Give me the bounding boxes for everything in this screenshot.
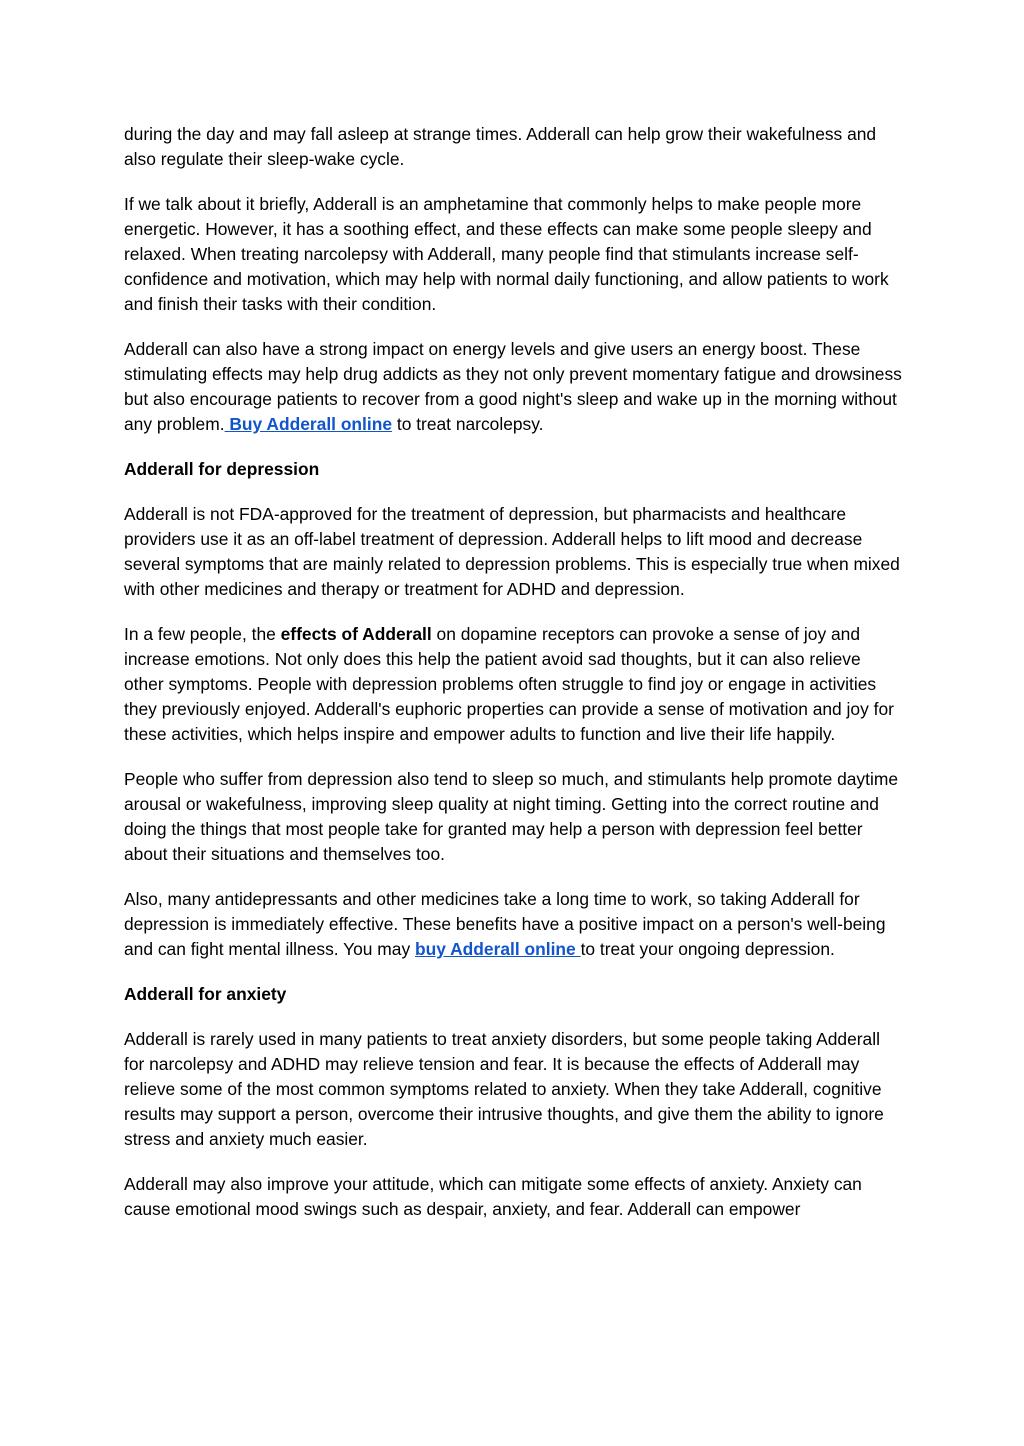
paragraph-text: Adderall can also have a strong impact on energy levels and give users an energy boost. These stimulating effects may help drug addicts as they not only prevent momentary fatigue and drowsiness but also encourage patients to recover from a good night's sleep and wake up in the morning without any problem. — [124, 339, 902, 434]
buy-adderall-link-2[interactable]: buy Adderall online — [415, 939, 581, 959]
paragraph-energy-boost — [124, 337, 904, 437]
paragraph-amphetamine-overview: If we talk about it briefly, Adderall is an amphetamine that commonly helps to make people more energetic. However, it has a soothing effect, and these effects can make some people sleepy and relaxed. When treating narcolepsy with Adderall, many people find that stimulants increase self-confidence and motivation, which may help with normal daily functioning, and allow patients to work and finish their tasks with their condition. — [124, 194, 889, 314]
document-page — [124, 122, 904, 1242]
heading-anxiety: Adderall for anxiety — [124, 984, 287, 1004]
paragraph-dopamine-effects — [124, 622, 904, 747]
paragraph-antidepressants — [124, 887, 904, 962]
paragraph-text: In a few people, the — [124, 624, 281, 644]
paragraph-text: to treat your ongoing depression. — [580, 939, 835, 959]
heading-depression: Adderall for depression — [124, 459, 320, 479]
paragraph-sleep-depression: People who suffer from depression also tend to sleep so much, and stimulants help promote daytime arousal or wakefulness, improving sleep quality at night timing. Getting into the correct routine and doing the things that most people take for granted may help a person with depression feel better about their situations and themselves too. — [124, 769, 898, 864]
paragraph-text: to treat narcolepsy. — [392, 414, 544, 434]
paragraph-text: on dopamine receptors can provoke a sense of joy and increase emotions. Not only does this help the patient avoid sad thoughts, but it can also relieve other symptoms. People with depression problems often struggle to find joy or engage in activities they previously enjoyed. Adderall's euphoric properties can provide a sense of motivation and joy for these activities, which helps inspire and empower adults to function and live their life happily. — [124, 624, 894, 744]
paragraph-text: Also, many antidepressants and other medicines take a long time to work, so taking Adderall for depression is immediately effective. These benefits have a positive impact on a person's well-being and can fight mental illness. You may — [124, 889, 886, 959]
bold-phrase: effects of Adderall — [280, 624, 432, 644]
paragraph-depression-offlabel: Adderall is not FDA-approved for the treatment of depression, but pharmacists and healthcare providers use it as an off-label treatment of depression. Adderall helps to lift mood and decrease several symptoms that are mainly related to depression problems. This is especially true when mixed with other medicines and therapy or treatment for ADHD and depression. — [124, 504, 900, 599]
paragraph-sleep-wake: during the day and may fall asleep at strange times. Adderall can help grow their wakefulness and also regulate their sleep-wake cycle. — [124, 124, 877, 169]
buy-adderall-link[interactable]: Buy Adderall online — [224, 414, 393, 434]
paragraph-anxiety-disorders: Adderall is rarely used in many patients to treat anxiety disorders, but some people taking Adderall for narcolepsy and ADHD may relieve tension and fear. It is because the effects of Adderall may relieve some of the most common symptoms related to anxiety. When they take Adderall, cognitive results may support a person, overcome their intrusive thoughts, and give them the ability to ignore stress and anxiety much easier. — [124, 1029, 884, 1149]
paragraph-attitude: Adderall may also improve your attitude, which can mitigate some effects of anxiety. Anxiety can cause emotional mood swings such as despair, anxiety, and fear. Adderall can empower — [124, 1174, 862, 1219]
